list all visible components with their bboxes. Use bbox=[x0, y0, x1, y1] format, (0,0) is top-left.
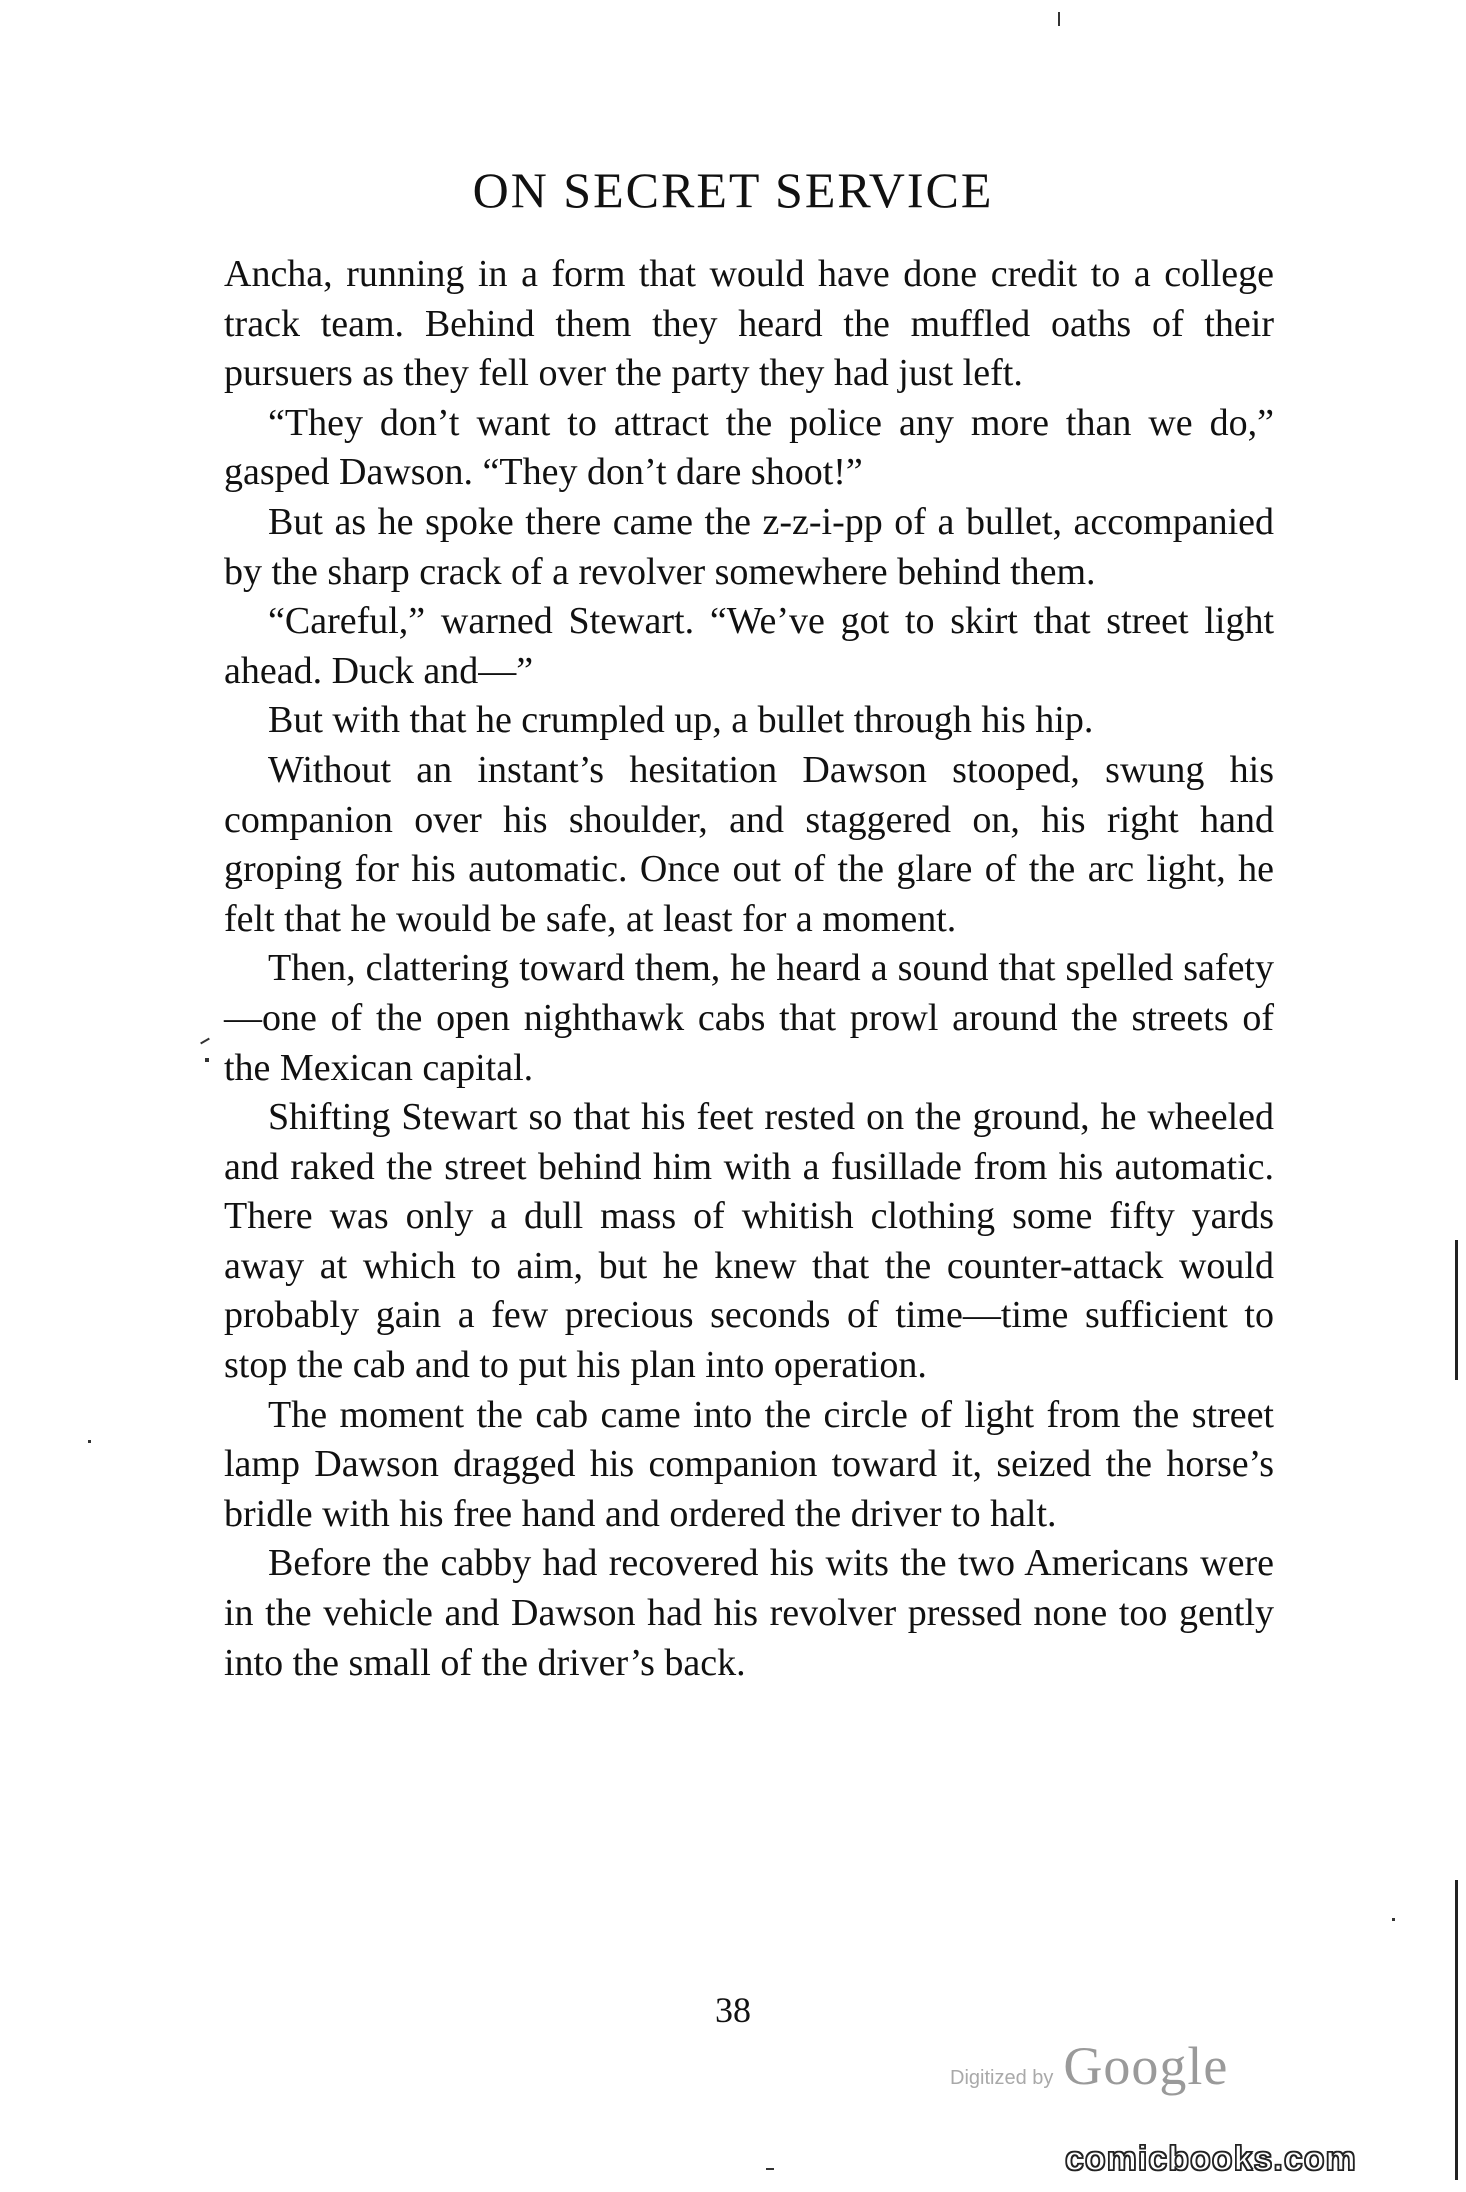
scan-edge-line bbox=[1455, 1880, 1458, 2180]
paragraph: But as he spoke there came the z-z-i-pp of a bullet, accompanied by the sharp crack of a revolver somewhere behind them. bbox=[224, 500, 1274, 593]
digitized-by-label: Digitized by bbox=[950, 2067, 1054, 2089]
scan-speck bbox=[205, 1058, 209, 1062]
scan-speck bbox=[1058, 12, 1060, 26]
scan-edge-line bbox=[1455, 1240, 1458, 1380]
scan-speck bbox=[200, 1038, 210, 1045]
paragraph: Shifting Stewart so that his feet rested on the ground, he wheeled and raked the street behind him with a fusillade from his automatic. There was only a dull mass of whitish clothing some fifty yards away at which to aim, but he knew that the counter-attack would probably gain a few precious seconds of time—time sufficient to stop the cab and to put his plan into operation. bbox=[224, 1096, 1274, 1387]
paragraph: “They don’t want to attract the police any more than we do,” gasped Dawson. “They don’t dare shoot!” bbox=[224, 401, 1274, 494]
scan-speck bbox=[766, 2168, 774, 2170]
digitized-by-notice bbox=[950, 2035, 1250, 2095]
body-text bbox=[224, 250, 1274, 1688]
scan-speck bbox=[88, 1440, 91, 1443]
paragraph: Ancha, running in a form that would have done credit to a college track team. Behind them they heard the muffled oaths of their pursuers as they fell over the party they had just left. bbox=[224, 253, 1274, 395]
running-head: ON SECRET SERVICE bbox=[472, 162, 994, 218]
paragraph: Before the cabby had recovered his wits the two Americans were in the vehicle and Dawson had his revolver pressed none too gently into the small of the driver’s back. bbox=[224, 1542, 1274, 1684]
page-number: 38 bbox=[715, 1990, 751, 2030]
paragraph: Without an instant’s hesitation Dawson stooped, swung his companion over his shoulder, and staggered on, his right hand groping for his automatic. Once out of the glare of the arc light, he felt that he would be safe, at least for a moment. bbox=[224, 748, 1274, 940]
paragraph: But with that he crumpled up, a bullet through his hip. bbox=[268, 699, 1094, 742]
paragraph: “Careful,” warned Stewart. “We’ve got to skirt that street light ahead. Duck and—” bbox=[224, 600, 1274, 692]
paragraph: The moment the cab came into the circle of light from the street lamp Dawson dragged his companion toward it, seized the horse’s bridle with his free hand and ordered the driver to halt. bbox=[224, 1393, 1274, 1535]
scan-speck bbox=[1392, 1918, 1395, 1921]
google-logo: Google bbox=[1063, 2036, 1229, 2096]
paragraph: Then, clattering toward them, he heard a sound that spelled safety—one of the open nighthawk cabs that prowl around the streets of the Mexican capital. bbox=[224, 947, 1274, 1089]
watermark: comicbooks.com bbox=[1065, 2140, 1357, 2178]
